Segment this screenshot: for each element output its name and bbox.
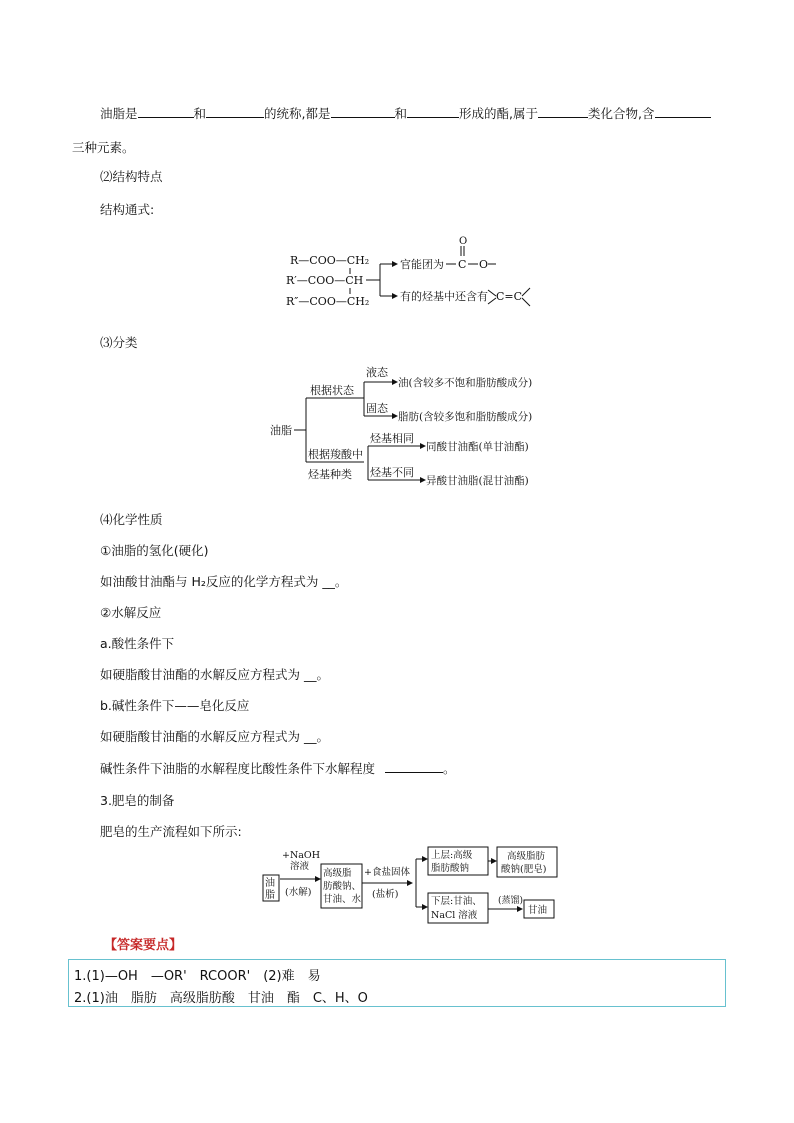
flow-oil-1: 油: [265, 878, 275, 889]
oil-result: 油(含较多不饱和脂肪酸成分): [398, 377, 533, 389]
flow-mix-1: 高级脂: [323, 868, 352, 879]
intro-text: 的统称,都是: [264, 106, 331, 121]
carbonyl-o: O: [459, 236, 468, 247]
flow-salt-2: (盐析): [372, 889, 399, 900]
soap-flow-diagram: [260, 845, 560, 925]
blank[interactable]: [138, 105, 194, 118]
blank[interactable]: [206, 105, 264, 118]
flow-soap-1: 高级脂肪: [507, 851, 546, 862]
blank[interactable]: [538, 105, 588, 118]
blank[interactable]: [331, 105, 395, 118]
same-group: 烃基相同: [370, 432, 414, 445]
intro-line-2: 三种元素。: [72, 140, 135, 155]
intro-line-1: [100, 104, 711, 122]
flow-lower-1: 下层:甘油、: [431, 896, 482, 907]
flow-distill: (蒸馏): [498, 896, 524, 906]
section-2-sub: 结构通式:: [100, 202, 155, 217]
acidic-title: a.酸性条件下: [100, 636, 175, 651]
carbon-atom: C: [458, 258, 467, 271]
hydrogenation-title: ①油脂的氢化(硬化): [100, 543, 209, 558]
by-acid-a: 根据羧酸中: [308, 448, 363, 461]
blank[interactable]: [385, 760, 443, 773]
section-3-title: ⑶分类: [100, 335, 138, 350]
section-5-sub: 肥皂的生产流程如下所示:: [100, 824, 242, 839]
different-group: 烃基不同: [370, 466, 414, 479]
comparison-text: 碱性条件下油脂的水解程度比酸性条件下水解程度: [100, 761, 376, 776]
comparison-end: 。: [443, 761, 456, 776]
flow-naoh-1: +NaOH: [282, 850, 321, 861]
answer-line-1: 1.(1)—OH —OR' RCOOR' (2)难 易: [74, 969, 321, 984]
answer-key-title: 【答案要点】: [104, 938, 183, 953]
flow-naoh-3: (水解): [285, 887, 312, 898]
blank[interactable]: [407, 105, 459, 118]
fat-result: 脂肪(含较多饱和脂肪酸成分): [398, 411, 533, 423]
section-2-title: ⑵结构特点: [100, 169, 163, 184]
flow-upper-2: 脂肪酸钠: [431, 863, 470, 874]
simple-glyceride: 同酸甘油酯(单甘油酯): [426, 441, 529, 453]
structure-row-3: R″—COO—CH₂: [286, 295, 370, 308]
flow-naoh-2: 溶液: [290, 861, 310, 872]
solid: 固态: [366, 402, 388, 415]
flow-lower-2: NaCl 溶液: [431, 910, 478, 921]
intro-text: 类化合物,含: [588, 106, 655, 121]
by-acid-b: 烃基种类: [308, 468, 352, 481]
intro-text: 和: [394, 106, 408, 121]
root-oil-fat: 油脂: [270, 424, 292, 437]
intro-text: 和: [193, 106, 207, 121]
section-4-title: ⑷化学性质: [100, 512, 163, 527]
answer-line-2: 2.(1)油 脂肪 高级脂肪酸 甘油 酯 C、H、O: [74, 991, 368, 1006]
functional-group-label: 官能团为: [400, 258, 444, 271]
basic-title: b.碱性条件下——皂化反应: [100, 698, 250, 713]
hydrolysis-title: ②水解反应: [100, 605, 162, 620]
flow-mix-2: 肪酸钠、: [323, 881, 362, 892]
mixed-glyceride: 异酸甘油脂(混甘油酯): [426, 475, 529, 487]
classification-diagram: [268, 362, 558, 492]
basic-question: 如硬脂酸甘油酯的水解反应方程式为 __。: [100, 729, 329, 744]
section-5-title: 3.肥皂的制备: [100, 793, 175, 808]
liquid: 液态: [366, 366, 388, 379]
unsaturated-label: 有的烃基中还含有: [400, 290, 488, 303]
ester-oxygen: O: [479, 258, 489, 271]
structure-row-1: R—COO—CH₂: [290, 254, 370, 267]
comparison-question: [100, 759, 456, 777]
intro-text: 形成的酯,属于: [459, 106, 539, 121]
hydrogenation-question: 如油酸甘油酯与 H₂反应的化学方程式为 __。: [100, 574, 348, 589]
blank[interactable]: [655, 105, 711, 118]
flow-glycerol: 甘油: [528, 905, 548, 916]
flow-soap-2: 酸钠(肥皂): [501, 864, 547, 875]
structure-row-2: R′—COO—CH: [286, 274, 364, 287]
intro-text: 油脂是: [100, 106, 138, 121]
double-bond: C=C: [496, 290, 523, 303]
flow-upper-1: 上层:高级: [431, 850, 473, 861]
flow-mix-3: 甘油、水: [323, 894, 362, 905]
structure-diagram: [282, 230, 542, 314]
acidic-question: 如硬脂酸甘油酯的水解反应方程式为 __。: [100, 667, 329, 682]
flow-salt-1: +食盐固体: [364, 867, 410, 878]
flow-oil-2: 脂: [265, 890, 275, 901]
by-state: 根据状态: [310, 384, 354, 397]
